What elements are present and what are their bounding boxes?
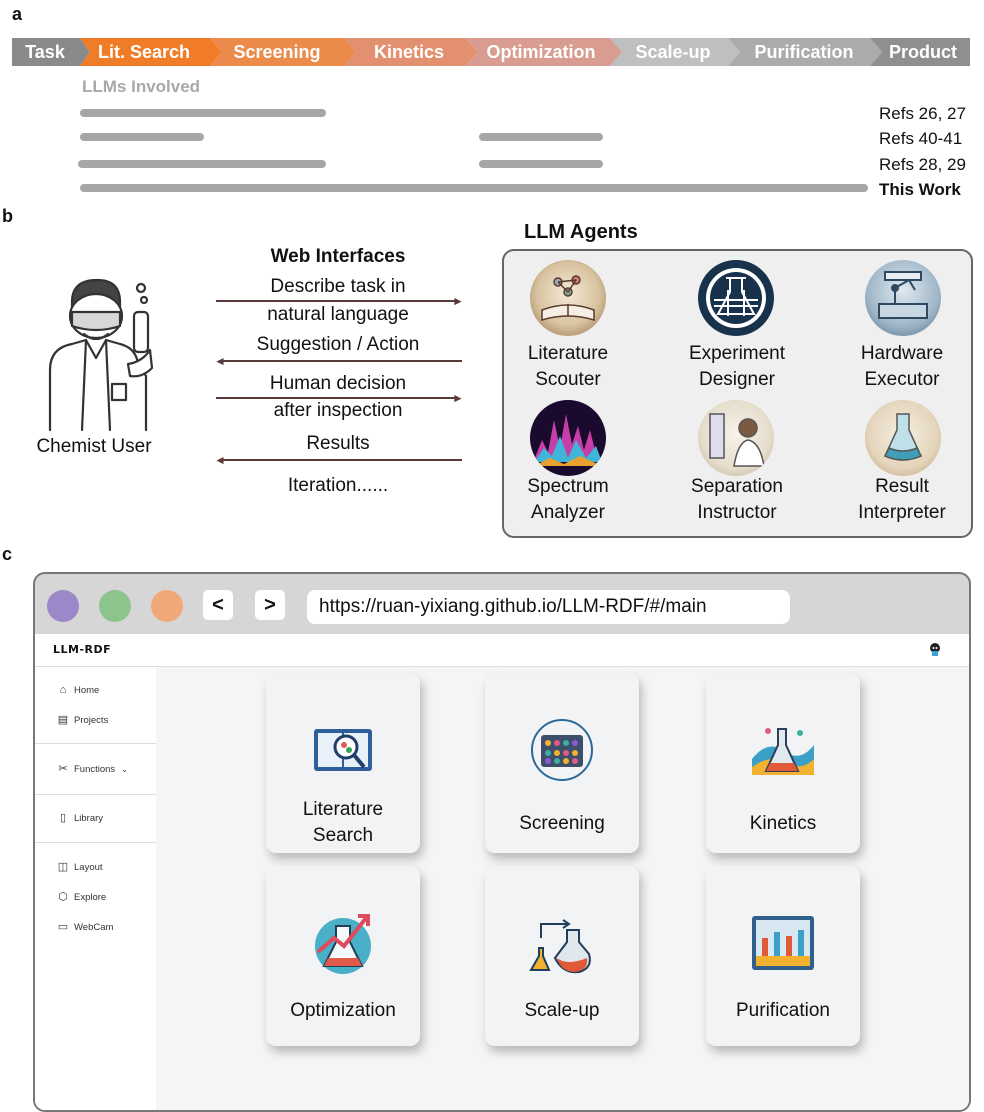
app-header (35, 634, 969, 667)
message-text: Describe task in (270, 276, 406, 297)
card-kinetics[interactable] (706, 673, 860, 853)
card-literature-search[interactable] (266, 673, 420, 853)
arrow-head-left-icon: ◄ (214, 453, 226, 467)
scientist-icon (698, 400, 774, 476)
book-molecule-icon (530, 260, 606, 336)
layout-icon: ◫ (57, 861, 69, 873)
workflow-step-task: Task (25, 42, 65, 62)
sidebar-item-home[interactable]: ⌂ Home (57, 683, 99, 697)
screening-icon (527, 715, 597, 785)
message-text: Results (306, 433, 370, 454)
window-dot-green[interactable] (99, 590, 131, 622)
sidebar (35, 667, 156, 1110)
agent-label: Separation Instructor (691, 476, 783, 523)
coverage-bar (80, 133, 204, 141)
coverage-bar (80, 109, 326, 117)
agent-label: Result Interpreter (858, 476, 946, 523)
chemist-icon (42, 272, 162, 432)
card-label: Purification (736, 1000, 830, 1021)
literature-search-icon (308, 715, 378, 785)
llm-agents-title: LLM Agents (524, 221, 638, 243)
window-dot-purple[interactable] (47, 590, 79, 622)
purification-icon (748, 908, 818, 978)
panel-label-c: c (2, 544, 13, 564)
message-text: Suggestion / Action (256, 334, 420, 355)
back-button[interactable]: < (203, 590, 233, 620)
workflow-step-lit-search: Lit. Search (97, 42, 191, 62)
forward-button[interactable]: > (255, 590, 285, 620)
card-purification[interactable] (706, 866, 860, 1046)
sidebar-item-webcam[interactable]: ▭ WebCam (57, 921, 114, 933)
result-flask-icon (865, 400, 941, 476)
workflow-step-product: Product (888, 42, 957, 62)
sidebar-item-functions[interactable]: ✂ Functions ⌄ (58, 763, 128, 775)
robot-lab-icon (865, 260, 941, 336)
arrow-head-left-icon: ◄ (214, 354, 226, 368)
refs-label: Refs 26, 27 (879, 104, 966, 123)
card-label: Scale-up (524, 1000, 600, 1021)
chevron-down-icon: ⌄ (121, 765, 128, 774)
arrow-left (222, 459, 462, 461)
message-text: natural language (267, 304, 409, 325)
web-interfaces-title: Web Interfaces (270, 246, 406, 267)
coverage-bar (80, 184, 868, 192)
kinetics-icon (748, 715, 818, 785)
scale-up-icon (527, 908, 597, 978)
camera-icon: ▭ (57, 921, 69, 933)
panel-label-b: b (2, 206, 13, 226)
agent-label: Hardware Executor (860, 343, 944, 390)
message-text: Iteration...... (287, 475, 389, 496)
arrow-head-right-icon: ► (452, 391, 464, 405)
app-brand[interactable]: LLM-RDF (53, 643, 112, 656)
card-screening[interactable] (485, 673, 639, 853)
workflow-step-kinetics: Kinetics (373, 42, 445, 62)
table-icon: ▤ (57, 714, 69, 726)
sidebar-divider (35, 842, 156, 843)
url-bar[interactable]: https://ruan-yixiang.github.io/LLM-RDF/#/main (307, 590, 790, 624)
arrow-left (222, 360, 462, 362)
flask-grid-icon (698, 260, 774, 336)
this-work-label: This Work (879, 180, 961, 199)
card-optimization[interactable] (266, 866, 420, 1046)
agent-label: Spectrum Analyzer (527, 476, 609, 523)
message-text: after inspection (273, 400, 403, 421)
refs-label: Refs 40-41 (879, 129, 963, 148)
workflow-step-scale-up: Scale-up (635, 42, 711, 62)
browser-window (33, 572, 971, 1112)
coverage-bar (479, 160, 603, 168)
github-icon[interactable] (928, 642, 942, 656)
llm-agents-box (502, 249, 973, 538)
sidebar-item-projects[interactable]: ▤ Projects (57, 714, 109, 726)
workflow-step-purification: Purification (754, 42, 854, 62)
arrow-head-right-icon: ► (452, 294, 464, 308)
card-label: Optimization (290, 1000, 396, 1021)
cube-icon: ⬡ (58, 891, 68, 903)
refs-label: Refs 28, 29 (879, 155, 966, 174)
home-icon: ⌂ (59, 684, 67, 696)
coverage-bar (479, 133, 603, 141)
card-scale-up[interactable] (485, 866, 639, 1046)
sidebar-item-library[interactable]: ▯ Library (57, 811, 103, 825)
spectrum-wave-icon (530, 400, 606, 476)
app-viewport (35, 634, 969, 1110)
card-label: Literature Search (302, 799, 384, 846)
chemist-user-label: Chemist User (36, 436, 152, 457)
sidebar-divider (35, 743, 156, 744)
agent-label: Literature Scouter (527, 343, 609, 390)
tools-icon: ✂ (58, 763, 68, 775)
sidebar-item-layout[interactable]: ◫ Layout (57, 861, 103, 873)
agent-label: Experiment Designer (688, 343, 786, 390)
window-dot-orange[interactable] (151, 590, 183, 622)
card-label: Screening (519, 813, 605, 834)
workflow-step-optimization: Optimization (486, 42, 596, 62)
optimization-icon (308, 908, 378, 978)
message-text: Human decision (269, 373, 407, 394)
workflow-step-screening: Screening (233, 42, 321, 62)
panel-label-a: a (12, 4, 23, 24)
llms-involved-label: LLMs Involved (82, 77, 201, 96)
sidebar-item-explore[interactable]: ⬡ Explore (58, 891, 107, 903)
sidebar-divider (35, 794, 156, 795)
coverage-bar (78, 160, 326, 168)
book-icon: ▯ (59, 812, 67, 824)
card-label: Kinetics (749, 813, 817, 834)
